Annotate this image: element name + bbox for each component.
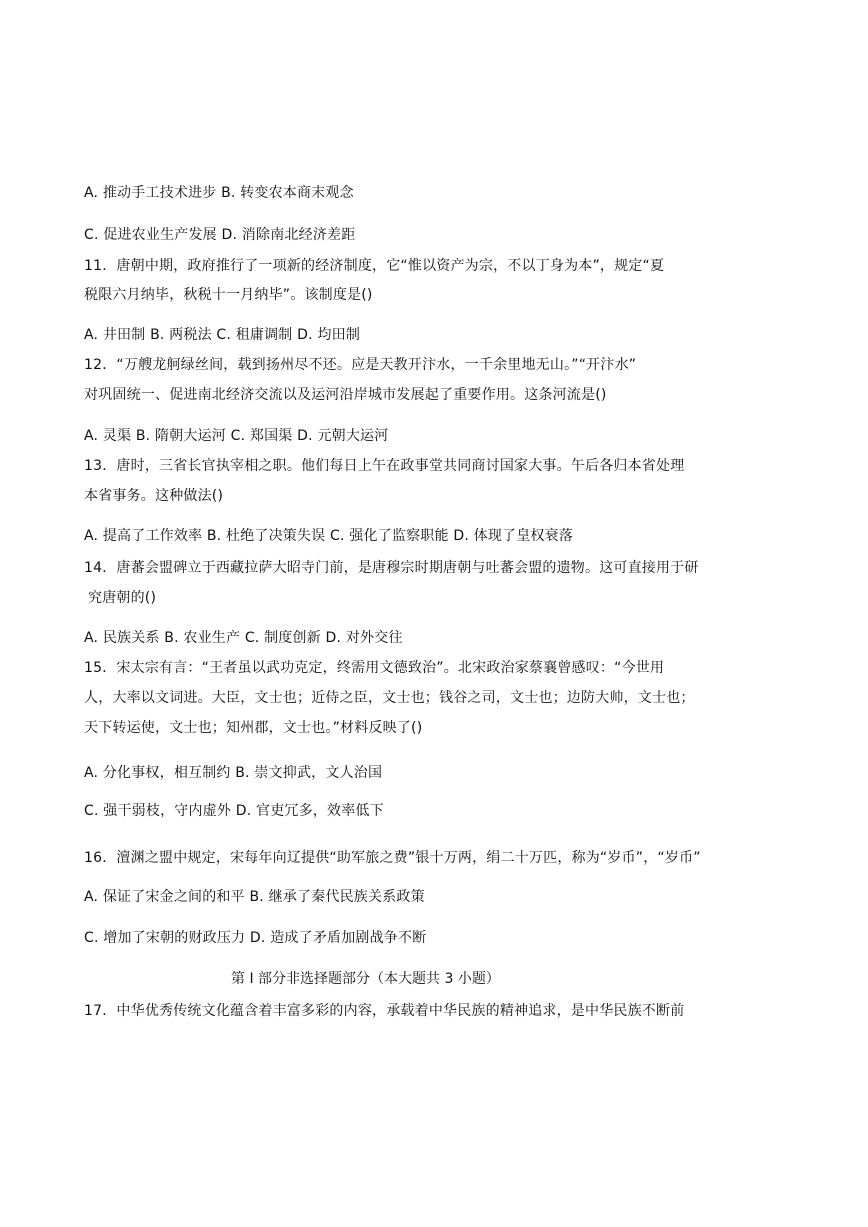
q11-stem-line2: 税限六月纳毕，秋税十一月纳毕”。该制度是() xyxy=(84,287,373,303)
q10-options-ab: A. 推动手工技术进步 B. 转变农本商末观念 xyxy=(84,185,354,201)
section-title: 第 I 部分非选择题部分（本大题共 3 小题） xyxy=(231,971,500,987)
q15-stem-line1: 15．宋太宗有言：“王者虽以武功克定，终需用文德致治”。北宋政治家蔡襄曾感叹：“今世用 xyxy=(84,660,665,676)
q13-options: A. 提高了工作效率 B. 杜绝了决策失误 C. 强化了监察职能 D. 体现了皇权衰落 xyxy=(84,528,574,544)
q12-stem-line1: 12．“万艘龙舸绿丝间，载到扬州尽不还。应是天教开汴水，一千余里地无山。”“开汴水” xyxy=(84,357,637,373)
q15-stem-line2: 人，大率以文词进。大臣，文士也；近侍之臣，文士也；钱谷之司，文士也；边防大帅，文士也； xyxy=(84,690,695,706)
q14-options: A. 民族关系 B. 农业生产 C. 制度创新 D. 对外交往 xyxy=(84,630,403,646)
q16-options-cd: C. 增加了宋朝的财政压力 D. 造成了矛盾加剧战争不断 xyxy=(84,930,427,946)
q17-stem-line1: 17．中华优秀传统文化蕴含着丰富多彩的内容，承载着中华民族的精神追求，是中华民族不断前 xyxy=(84,1003,685,1019)
q14-stem-line2: 究唐朝的() xyxy=(88,590,157,606)
q14-stem-line1: 14．唐蕃会盟碑立于西藏拉萨大昭寺门前，是唐穆宗时期唐朝与吐蕃会盟的遗物。这可直接用于研 xyxy=(84,560,699,576)
q15-options-cd: C. 强干弱枝，守内虚外 D. 官吏冗多，效率低下 xyxy=(84,803,384,819)
q15-options-ab: A. 分化事权，相互制约 B. 崇文抑武，文人治国 xyxy=(84,765,383,781)
q16-options-ab: A. 保证了宋金之间的和平 B. 继承了秦代民族关系政策 xyxy=(84,889,425,905)
q11-options: A. 井田制 B. 两税法 C. 租庸调制 D. 均田制 xyxy=(84,327,361,343)
q15-stem-line3: 天下转运使，文士也；知州郡，文士也。”材料反映了() xyxy=(84,720,423,736)
q12-stem-line2: 对巩固统一、促进南北经济交流以及运河沿岸城市发展起了重要作用。这条河流是() xyxy=(84,387,607,403)
q13-stem-line1: 13．唐时，三省长官执宰相之职。他们每日上午在政事堂共同商讨国家大事。午后各归本省处理 xyxy=(84,458,685,474)
q13-stem-line2: 本省事务。这种做法() xyxy=(84,488,224,504)
q12-options: A. 灵渠 B. 隋朝大运河 C. 郑国渠 D. 元朝大运河 xyxy=(84,428,389,444)
q16-stem-line1: 16．澶渊之盟中规定，宋每年向辽提供“助军旅之费”银十万两，绢二十万匹，称为“岁币”，“岁币” xyxy=(84,850,701,866)
q10-options-cd: C. 促进农业生产发展 D. 消除南北经济差距 xyxy=(84,227,356,243)
q11-stem-line1: 11．唐朝中期，政府推行了一项新的经济制度，它“惟以资产为宗，不以丁身为本”，规定“夏 xyxy=(84,258,665,274)
